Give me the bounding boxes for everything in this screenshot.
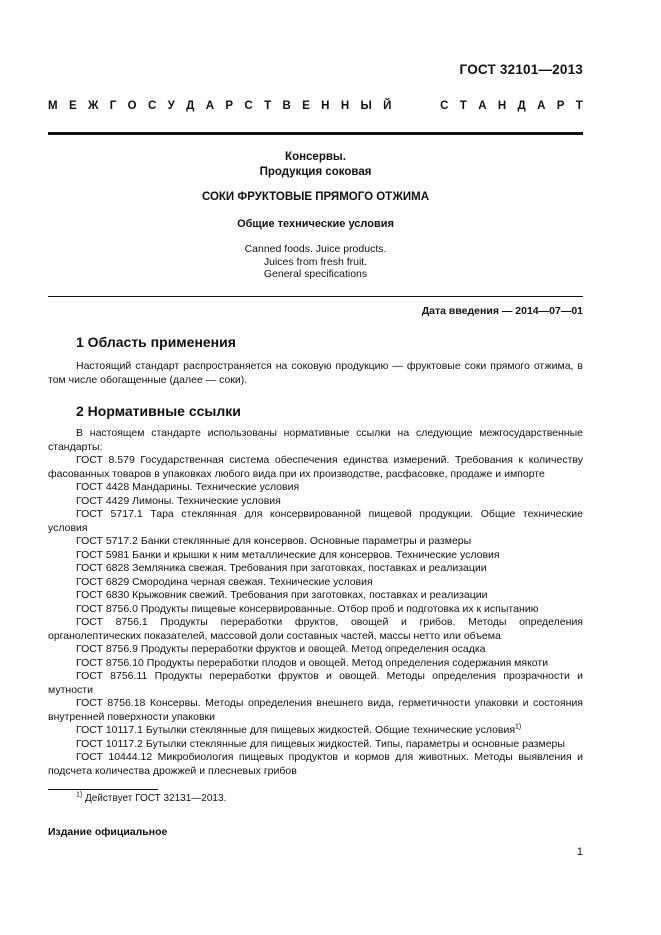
reference-text: ГОСТ 4428 Мандарины. Технические условия — [76, 481, 300, 493]
reference-item — [48, 562, 583, 576]
english-title-line3: General specifications — [263, 268, 368, 280]
section1-text: Настоящий стандарт распространяется на соковую продукцию — фруктовые соки прямого отжима, в том числе обогащенные (далее — соки). — [48, 360, 583, 386]
title-divider — [48, 296, 583, 297]
heading-letter: А — [205, 100, 215, 112]
heading-letter: Р — [225, 100, 234, 112]
gost-number: ГОСТ 32101—2013 — [459, 62, 583, 77]
reference-item — [48, 724, 583, 738]
reference-text: ГОСТ 8756.9 Продукты переработки фруктов и овощей. Метод определения осадка — [76, 643, 486, 655]
heading-letter: Н — [497, 100, 507, 112]
reference-text: ГОСТ 6828 Земляника свежая. Требования при заготовках, поставках и реализации — [76, 562, 487, 574]
reference-item — [48, 495, 583, 509]
reference-text: ГОСТ 5981 Банки и крышки к ним металлические для консервов. Технические условия — [76, 548, 500, 561]
word-gap — [403, 100, 429, 112]
reference-text: ГОСТ 8756.1 Продукты переработки фруктов, овощей и грибов. Методы определения органолептических показателей, массовой доли составных частей, массы нетто или объема — [48, 616, 583, 642]
heading-letter: В — [282, 100, 291, 112]
title-line1: Консервы. — [285, 151, 346, 163]
section2-heading: 2 Нормативные ссылки — [76, 403, 241, 419]
heading-letter: Е — [68, 100, 77, 112]
main-title: СОКИ ФРУКТОВЫЕ ПРЯМОГО ОТЖИМА — [201, 191, 430, 203]
reference-item — [48, 643, 583, 657]
heading-letter: Ы — [360, 100, 372, 112]
heading-letter: А — [537, 100, 546, 112]
heading-letter: Н — [321, 100, 330, 112]
section2-intro: В настоящем стандарте использованы нормативные ссылки на следующие межгосударственные стандарты: — [48, 427, 583, 453]
heading-letter: Ж — [87, 100, 99, 112]
heading-letter: Р — [556, 100, 565, 112]
heading-letter: Т — [459, 100, 467, 112]
reference-item — [48, 697, 583, 724]
section1-heading: 1 Область применения — [76, 334, 236, 350]
heading-letter: С — [440, 100, 449, 112]
reference-item — [48, 589, 583, 603]
reference-text: ГОСТ 5717.2 Банки стеклянные для консервов. Основные параметры и размеры — [76, 535, 472, 547]
reference-item — [48, 508, 583, 535]
reference-item — [48, 535, 583, 549]
heading-letter: Н — [340, 100, 350, 112]
reference-item — [48, 481, 583, 495]
heading-letter: Д — [186, 100, 195, 112]
section2-body — [48, 427, 583, 778]
section1-body — [48, 360, 583, 387]
heading-letter: М — [48, 100, 58, 112]
reference-text: ГОСТ 4429 Лимоны. Технические условия — [76, 494, 281, 507]
footnote-divider — [48, 789, 158, 790]
heading-letter: С — [147, 100, 157, 112]
reference-text: ГОСТ 6829 Смородина черная свежая. Технические условия — [76, 575, 373, 588]
title-block — [48, 150, 583, 180]
footnote-mark: 1) — [76, 791, 83, 799]
page-number: 1 — [576, 846, 583, 858]
english-title — [48, 243, 583, 281]
reference-text: ГОСТ 8756.11 Продукты переработки фруктов и овощей. Методы определения прозрачности и мутности — [48, 670, 583, 696]
heading-letter: Т — [264, 100, 272, 112]
heading-letter: А — [478, 100, 487, 112]
header-divider — [48, 132, 583, 135]
heading-letter: У — [167, 100, 175, 112]
reference-text: ГОСТ 8.579 Государственная система обеспечения единства измерений. Требования к количеству фасованных товаров в упаковках любого вида при их производстве, расфасовке, продаже и импорте — [48, 454, 583, 480]
reference-text: ГОСТ 8756.10 Продукты переработки плодов и овощей. Метод определения содержания мякоти — [76, 656, 549, 669]
heading-letter: Е — [302, 100, 310, 112]
english-title-line2: Juices from fresh fruit. — [263, 255, 368, 268]
introduction-date: Дата введения — 2014—07—01 — [421, 305, 583, 317]
heading-letter: С — [244, 100, 253, 112]
heading-letter: Г — [109, 100, 117, 112]
title-line2: Продукция соковая — [259, 166, 372, 178]
heading-letter: О — [127, 100, 137, 112]
footnote — [76, 793, 226, 804]
heading-letter: Т — [575, 100, 583, 112]
reference-item — [48, 576, 583, 590]
reference-item — [48, 454, 583, 481]
reference-text: ГОСТ 10117.1 Бутылки стеклянные для пищевых жидкостей. Общие технические условия — [76, 724, 516, 736]
reference-footnote-mark: 1) — [515, 723, 522, 731]
reference-text: ГОСТ 10444.12 Микробиология пищевых продуктов и кормов для животных. Методы выявления и подсчета количества дрожжей и плесневых грибов — [48, 751, 583, 777]
edition-label: Издание официальное — [48, 826, 168, 838]
reference-text: ГОСТ 5717.1 Тара стеклянная для консервированной пищевой продукции. Общие технические условия — [48, 508, 583, 534]
reference-item — [48, 670, 583, 697]
subtitle: Общие технические условия — [237, 218, 394, 230]
reference-text: ГОСТ 8756.18 Консервы. Методы определения внешнего вида, герметичности упаковки и состояния внутренней поверхности упаковки — [48, 697, 583, 723]
standard-type-heading — [48, 100, 583, 112]
reference-item — [48, 657, 583, 671]
reference-item — [48, 738, 583, 752]
reference-text: ГОСТ 8756.0 Продукты пищевые консервированные. Отбор проб и подготовка их к испытанию — [76, 602, 539, 615]
footnote-text: Действует ГОСТ 32131—2013. — [85, 793, 227, 804]
reference-item — [48, 616, 583, 643]
heading-letter: Д — [517, 100, 526, 112]
reference-text: ГОСТ 6830 Крыжовник свежий. Требования при заготовках, поставках и реализации — [76, 589, 488, 601]
reference-item — [48, 751, 583, 778]
reference-text: ГОСТ 10117.2 Бутылки стеклянные для пищевых жидкостей. Типы, параметры и основные размеры — [76, 737, 565, 750]
reference-item — [48, 603, 583, 617]
heading-letter: Й — [383, 100, 392, 112]
reference-item — [48, 549, 583, 563]
english-title-line1: Canned foods. Juice products. — [244, 243, 387, 255]
